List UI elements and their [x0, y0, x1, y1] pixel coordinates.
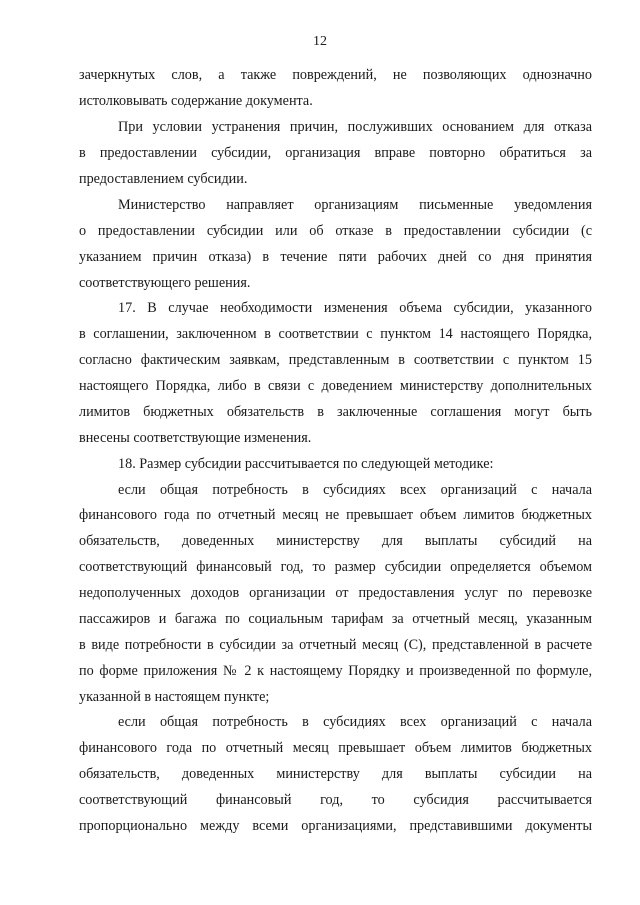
text-line: лимитов бюджетных обязательств в заключенные соглашения могут быть — [79, 404, 592, 420]
text-line: по форме приложения № 2 к настоящему Порядку и произведенной по формуле, — [79, 663, 592, 679]
text-line: указанием причин отказа) в течение пяти рабочих дней со дня принятия — [79, 249, 592, 265]
text-line: При условии устранения причин, послуживших основанием для отказа — [118, 119, 592, 135]
text-line: соответствующий финансовый год, то субсидия рассчитывается — [79, 792, 592, 808]
text-line: указанной в настоящем пункте; — [79, 689, 270, 705]
text-line: внесены соответствующие изменения. — [79, 430, 312, 446]
text-line: зачеркнутых слов, а также повреждений, не позволяющих однозначно — [79, 67, 592, 83]
text-line: пассажиров и багажа по социальным тарифам за отчетный месяц, указанным — [79, 611, 592, 627]
text-line: если общая потребность в субсидиях всех организаций с начала — [118, 482, 592, 498]
text-line: недополученных доходов организации от предоставления услуг по перевозке — [79, 585, 592, 601]
text-line: обязательств, доведенных министерству для выплаты субсидии на — [79, 766, 592, 782]
text-line: финансового года по отчетный месяц превышает объем лимитов бюджетных — [79, 740, 592, 756]
text-line: соответствующий финансовый год, то размер субсидии определяется объемом — [79, 559, 592, 575]
text-line: Министерство направляет организациям письменные уведомления — [118, 197, 592, 213]
text-line: предоставлением субсидии. — [79, 171, 248, 187]
text-line: согласно фактическим заявкам, представленным в соответствии с пунктом 15 — [79, 352, 592, 368]
text-line: финансового года по отчетный месяц не превышает объем лимитов бюджетных — [79, 507, 592, 523]
text-line: пропорционально между всеми организациями, представившими документы — [79, 818, 592, 834]
text-line: о предоставлении субсидии или об отказе в предоставлении субсидии (с — [79, 223, 592, 239]
text-line: обязательств, доведенных министерству для выплаты субсидий на — [79, 533, 592, 549]
text-line: соответствующего решения. — [79, 275, 251, 291]
text-line: в соглашении, заключенном в соответствии с пунктом 14 настоящего Порядка, — [79, 326, 592, 342]
text-line: 18. Размер субсидии рассчитывается по следующей методике: — [118, 456, 494, 472]
text-line: 17. В случае необходимости изменения объема субсидии, указанного — [118, 300, 592, 316]
text-line: настоящего Порядка, либо в связи с доведением министерству дополнительных — [79, 378, 592, 394]
text-line: истолковывать содержание документа. — [79, 93, 313, 109]
page-number: 12 — [313, 34, 327, 49]
text-line: в предоставлении субсидии, организация вправе повторно обратиться за — [79, 145, 592, 161]
text-line: в виде потребности в субсидии за отчетный месяц (С), представленной в расчете — [79, 637, 592, 653]
text-line: если общая потребность в субсидиях всех организаций с начала — [118, 714, 592, 730]
